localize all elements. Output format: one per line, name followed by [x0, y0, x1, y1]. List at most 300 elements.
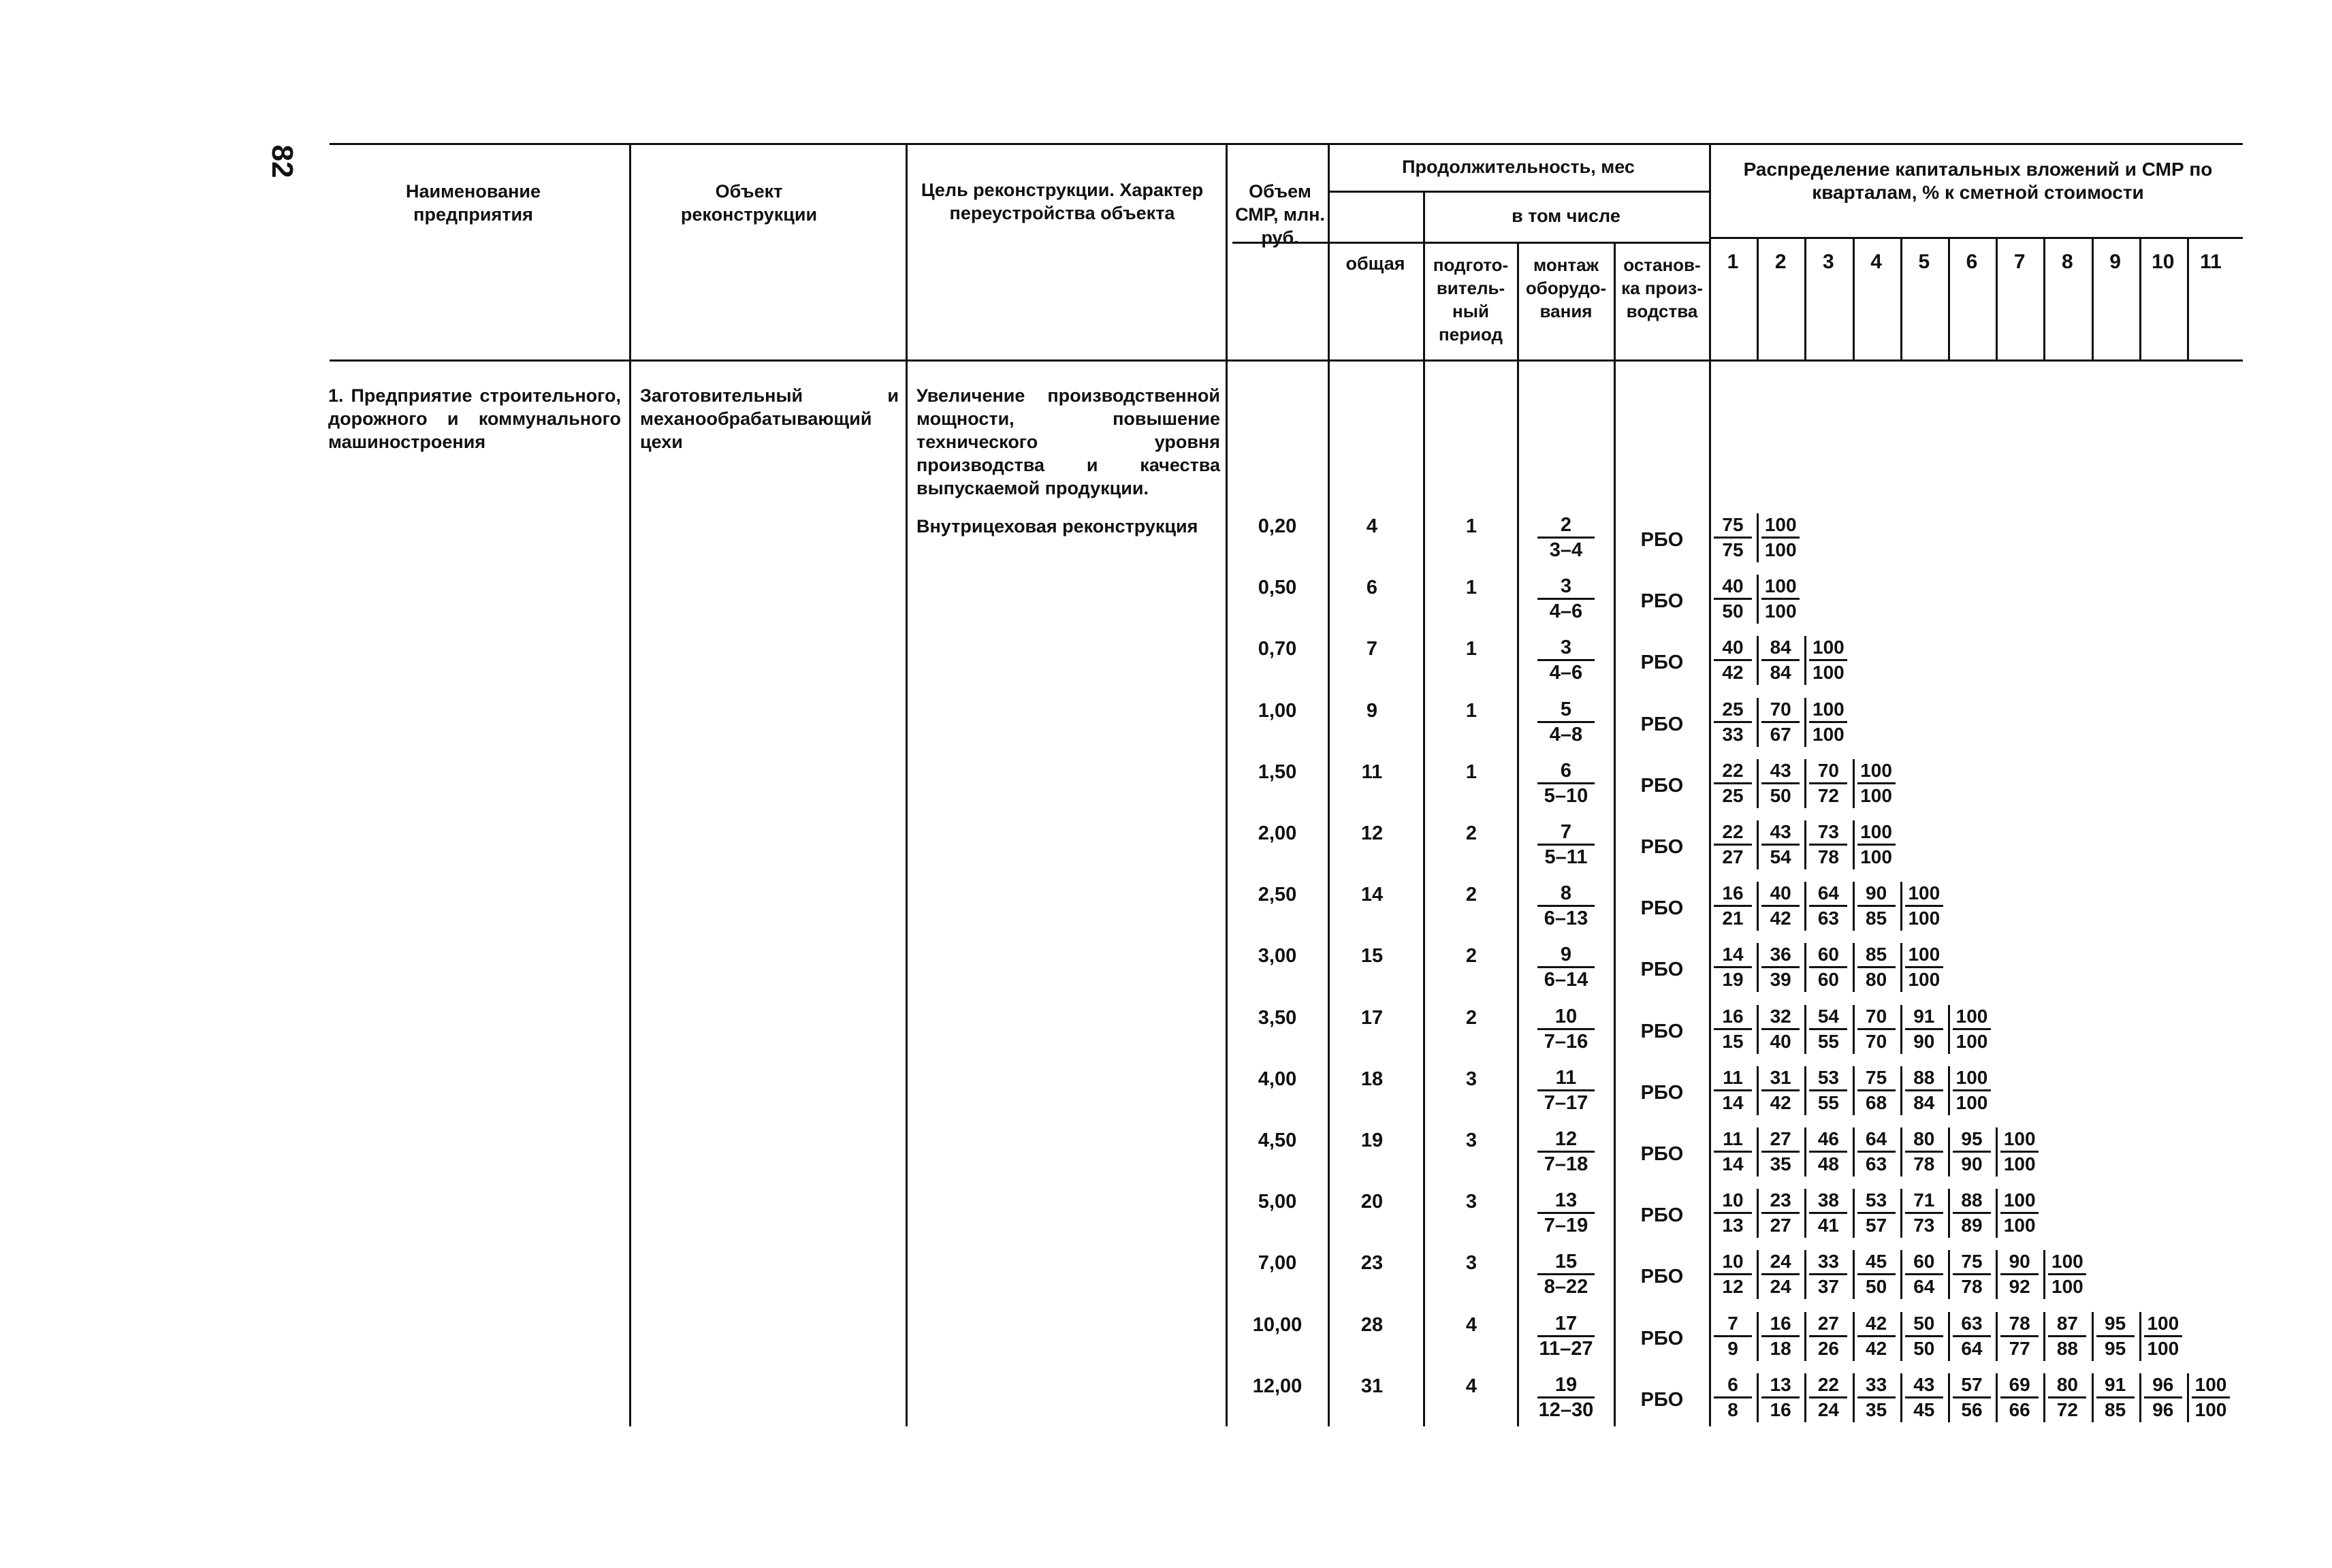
quarter-cell-rule [1900, 882, 1902, 931]
installation-fraction [1522, 943, 1610, 991]
installation-range: 7–17 [1544, 1091, 1588, 1114]
column-rule [1709, 143, 1711, 1426]
quarter-cell-rule [1757, 1005, 1759, 1054]
quarter-10-value [2140, 1312, 2186, 1360]
capital-investment-percent: 10 [1714, 1189, 1752, 1214]
column-rule [1226, 143, 1228, 1426]
capital-investment-percent: 57 [1953, 1373, 1991, 1398]
construction-work-percent: 50 [1722, 601, 1744, 622]
quarter-4-value [1853, 1127, 1900, 1176]
quarter-3-value [1805, 1312, 1851, 1360]
quarter-header-6: 6 [1966, 251, 1978, 273]
production-stop-cell: РБО [1640, 1081, 1684, 1104]
total-duration-cell: 23 [1360, 1252, 1384, 1275]
construction-work-percent: 84 [1770, 662, 1791, 684]
capital-investment-percent: 13 [1761, 1373, 1800, 1398]
volume-cell: 1,00 [1258, 699, 1297, 722]
quarter-5-value [1901, 1005, 1947, 1053]
construction-work-percent: 85 [2105, 1398, 2126, 1420]
installation-months: 11 [1537, 1066, 1595, 1091]
quarter-1-value [1710, 1005, 1756, 1053]
quarter-cell-rule [1804, 636, 1806, 685]
capital-investment-percent: 22 [1714, 820, 1752, 846]
quarter-5-value [1901, 882, 1947, 930]
quarter-cell-rule [1948, 1373, 1950, 1422]
capital-investment-percent: 63 [1953, 1312, 1991, 1337]
construction-work-percent: 55 [1817, 1091, 1839, 1113]
construction-work-percent: 70 [1866, 1030, 1887, 1052]
quarter-1-value [1710, 698, 1756, 746]
capital-investment-percent: 71 [1905, 1189, 1943, 1214]
construction-work-percent: 14 [1722, 1153, 1744, 1174]
quarter-1-value [1710, 1250, 1756, 1298]
quarter-4-value [1853, 1373, 1900, 1422]
header-including: в том числе [1512, 206, 1620, 226]
volume-cell: 0,50 [1258, 577, 1297, 599]
capital-investment-percent: 95 [2096, 1312, 2135, 1337]
quarter-6-value [1949, 1373, 1995, 1422]
volume-cell: 0,20 [1258, 515, 1297, 537]
capital-investment-percent: 80 [1905, 1127, 1943, 1153]
capital-investment-percent: 87 [2048, 1312, 2086, 1337]
quarter-cell-rule [1804, 1189, 1806, 1238]
header-volume: Объем СМР, млн. руб. [1235, 181, 1325, 248]
installation-fraction [1522, 698, 1610, 746]
capital-investment-percent: 88 [1953, 1189, 1991, 1214]
installation-fraction [1522, 1189, 1610, 1237]
quarter-3-value [1805, 1189, 1851, 1237]
quarter-5-value [1901, 943, 1947, 991]
capital-investment-percent: 22 [1714, 759, 1752, 784]
total-duration-cell: 14 [1360, 884, 1384, 906]
quarter-1-value [1710, 943, 1756, 991]
quarter-8-value [2044, 1373, 2090, 1422]
header-object: Объект реконструкции [680, 181, 818, 225]
total-duration-cell: 28 [1360, 1313, 1384, 1336]
quarter-2-value [1757, 943, 1804, 991]
capital-investment-percent: 16 [1761, 1312, 1800, 1337]
capital-investment-percent: 100 [2000, 1127, 2039, 1153]
construction-work-percent: 55 [1817, 1030, 1839, 1052]
column-rule [1423, 191, 1425, 1426]
capital-investment-percent: 40 [1714, 575, 1752, 600]
quarter-cell-rule [1757, 513, 1759, 562]
quarter-cell-rule [1757, 1066, 1759, 1115]
prep-period-cell: 4 [1465, 1375, 1478, 1397]
construction-work-percent: 64 [1913, 1276, 1935, 1298]
installation-fraction [1522, 1005, 1610, 1053]
quarter-1-value [1710, 636, 1756, 684]
header-duration: Продолжительность, мес [1402, 157, 1635, 177]
quarter-cell-rule [1948, 1189, 1950, 1238]
construction-work-percent: 63 [1866, 1153, 1887, 1174]
construction-work-percent: 100 [2051, 1276, 2083, 1298]
quarter-cell-rule [1757, 1189, 1759, 1238]
prep-period-cell: 4 [1465, 1313, 1478, 1336]
quarter-3-value [1805, 636, 1851, 684]
capital-investment-percent: 75 [1857, 1066, 1896, 1091]
capital-investment-percent: 50 [1905, 1312, 1943, 1337]
header-purpose: Цель реконструкции. Характер переустройства объекта [921, 180, 1204, 223]
quarter-1-value [1710, 513, 1756, 562]
prep-period-cell: 1 [1465, 577, 1478, 599]
construction-work-percent: 50 [1866, 1276, 1887, 1298]
quarter-2-value [1757, 1312, 1804, 1360]
capital-investment-percent: 53 [1809, 1066, 1847, 1091]
volume-cell: 4,00 [1258, 1068, 1297, 1090]
capital-investment-percent: 25 [1714, 698, 1752, 723]
quarter-4-value [1853, 943, 1900, 991]
installation-range: 5–10 [1544, 784, 1588, 807]
construction-work-percent: 57 [1866, 1215, 1887, 1236]
quarter-4-value [1853, 1312, 1900, 1360]
column-rule [906, 143, 908, 1426]
quarter-6-value [1949, 1066, 1995, 1115]
quarter-cell-rule [1853, 820, 1855, 869]
construction-work-percent: 54 [1770, 846, 1791, 867]
quarter-3-value [1805, 820, 1851, 869]
volume-cell: 2,50 [1258, 884, 1297, 906]
quarter-cell-rule [1996, 1189, 1998, 1238]
quarter-cell-rule [1948, 1312, 1950, 1361]
construction-work-percent: 100 [2003, 1215, 2036, 1236]
total-duration-cell: 17 [1360, 1006, 1384, 1029]
quarter-1-value [1710, 1312, 1756, 1360]
quarter-6-value [1949, 1312, 1995, 1360]
capital-investment-percent: 100 [2144, 1312, 2182, 1337]
quarter-3-value [1805, 1373, 1851, 1422]
prep-period-cell: 3 [1465, 1191, 1478, 1213]
capital-investment-percent: 43 [1905, 1373, 1943, 1398]
capital-investment-percent: 95 [1953, 1127, 1991, 1153]
construction-work-percent: 25 [1722, 784, 1744, 806]
installation-months: 9 [1537, 943, 1595, 968]
construction-work-percent: 84 [1913, 1091, 1935, 1113]
quarter-cell-rule [1757, 1127, 1759, 1177]
quarter-4-value [1853, 882, 1900, 930]
capital-investment-percent: 70 [1761, 698, 1800, 723]
production-stop-cell: РБО [1640, 652, 1684, 674]
construction-work-percent: 45 [1913, 1398, 1935, 1420]
quarter-cell-rule [1948, 1066, 1950, 1115]
quarter-cell-rule [1757, 759, 1759, 808]
construction-work-percent: 72 [2056, 1398, 2078, 1420]
installation-months: 7 [1537, 820, 1595, 846]
total-duration-cell: 15 [1360, 945, 1384, 967]
construction-work-percent: 100 [1812, 723, 1844, 745]
quarter-5-value [1901, 1189, 1947, 1237]
volume-cell: 12,00 [1252, 1375, 1303, 1397]
installation-range: 12–30 [1538, 1398, 1594, 1421]
construction-work-percent: 100 [1764, 539, 1797, 560]
quarter-cell-rule [1948, 1005, 1950, 1054]
installation-months: 10 [1537, 1005, 1595, 1030]
reconstruction-character: Внутрицеховая реконструкция [916, 516, 1198, 537]
quarter-cell-rule [2043, 1373, 2045, 1422]
quarter-cell-rule [1900, 1373, 1902, 1422]
quarter-cell-rule [1757, 636, 1759, 685]
quarter-cell-rule [1804, 1066, 1806, 1115]
quarter-cell-rule [1900, 1127, 1902, 1177]
prep-period-cell: 1 [1465, 699, 1478, 722]
quarter-3-value [1805, 943, 1851, 991]
prep-period-cell: 3 [1465, 1068, 1478, 1090]
construction-work-percent: 24 [1770, 1276, 1791, 1298]
total-duration-cell: 20 [1360, 1191, 1384, 1213]
construction-work-percent: 78 [1913, 1153, 1935, 1174]
construction-work-percent: 75 [1722, 539, 1744, 560]
installation-range: 4–6 [1549, 662, 1583, 684]
installation-fraction [1522, 1312, 1610, 1360]
construction-work-percent: 33 [1722, 723, 1744, 745]
quarter-header-4: 4 [1870, 251, 1882, 273]
quarter-2-value [1757, 820, 1804, 869]
production-stop-cell: РБО [1640, 1143, 1684, 1165]
installation-months: 13 [1537, 1189, 1595, 1214]
construction-work-percent: 90 [1961, 1153, 1983, 1174]
total-duration-cell: 18 [1360, 1068, 1384, 1090]
quarter-2-value [1757, 698, 1804, 746]
construction-work-percent: 41 [1817, 1215, 1839, 1236]
construction-work-percent: 92 [2009, 1276, 2030, 1298]
quarter-1-value [1710, 1189, 1756, 1237]
capital-investment-percent: 100 [2192, 1373, 2230, 1398]
construction-work-percent: 42 [1770, 908, 1791, 929]
quarter-4-value [1853, 759, 1900, 807]
construction-work-percent: 16 [1770, 1398, 1791, 1420]
quarter-1-value [1710, 575, 1756, 623]
quarter-cell-rule [1804, 882, 1806, 931]
quarter-5-value [1901, 1066, 1947, 1115]
construction-work-percent: 35 [1770, 1153, 1791, 1174]
column-rule [1517, 242, 1519, 1426]
construction-work-percent: 90 [1913, 1030, 1935, 1052]
quarter-cell-rule [2092, 1373, 2094, 1422]
installation-range: 11–27 [1539, 1337, 1593, 1360]
total-duration-cell: 4 [1366, 515, 1378, 537]
total-duration-cell: 11 [1361, 761, 1383, 783]
capital-investment-percent: 78 [2000, 1312, 2039, 1337]
capital-investment-percent: 91 [2096, 1373, 2135, 1398]
installation-months: 17 [1537, 1312, 1595, 1337]
quarter-cell-rule [1757, 575, 1759, 624]
quarter-cell-rule [1996, 1250, 1998, 1299]
installation-fraction [1522, 575, 1610, 623]
quarter-2-value [1757, 759, 1804, 807]
production-stop-cell: РБО [1640, 1020, 1684, 1042]
quarter-cell-rule [1757, 1312, 1759, 1361]
quarter-header-8: 8 [2062, 251, 2073, 273]
quarter-cell-rule [1900, 1250, 1902, 1299]
quarter-cell-rule [1757, 1250, 1759, 1299]
construction-work-percent: 85 [1866, 908, 1887, 929]
construction-work-percent: 15 [1722, 1030, 1744, 1052]
installation-months: 8 [1537, 882, 1595, 907]
quarter-cell-rule [1757, 820, 1759, 869]
quarter-cell-rule [2092, 1312, 2094, 1361]
quarter-cell-rule [1853, 943, 1855, 992]
construction-work-percent: 27 [1722, 846, 1744, 867]
quarter-1-value [1710, 820, 1756, 869]
capital-investment-percent: 22 [1809, 1373, 1847, 1398]
construction-work-percent: 100 [1812, 662, 1844, 684]
quarter-cell-rule [2139, 1373, 2141, 1422]
quarter-cell-rule [1853, 1127, 1855, 1177]
capital-investment-percent: 60 [1905, 1250, 1943, 1275]
installation-fraction [1522, 1373, 1610, 1422]
quarter-cell-rule [1900, 1189, 1902, 1238]
quarter-7-value [1996, 1373, 2043, 1422]
capital-investment-percent: 70 [1857, 1005, 1896, 1030]
capital-investment-percent: 27 [1761, 1127, 1800, 1153]
production-stop-cell: РБО [1640, 959, 1684, 981]
capital-investment-percent: 100 [2000, 1189, 2039, 1214]
installation-months: 2 [1537, 513, 1595, 539]
installation-range: 7–16 [1544, 1030, 1588, 1053]
quarter-5-value [1901, 1373, 1947, 1422]
volume-cell: 7,00 [1258, 1252, 1297, 1275]
capital-investment-percent: 42 [1857, 1312, 1896, 1337]
quarter-cell-rule [1996, 1127, 1998, 1177]
quarter-header-9: 9 [2109, 251, 2121, 273]
quarter-2-value [1757, 1373, 1804, 1422]
construction-work-percent: 60 [1817, 969, 1839, 991]
capital-investment-percent: 64 [1857, 1127, 1896, 1153]
prep-period-cell: 1 [1465, 515, 1478, 537]
quarter-7-value [1996, 1312, 2043, 1360]
quarter-cell-rule [1853, 1312, 1855, 1361]
quarter-cell-rule [1804, 943, 1806, 992]
construction-work-percent: 89 [1961, 1215, 1983, 1236]
quarter-8-value [2044, 1312, 2090, 1360]
construction-work-percent: 95 [2105, 1337, 2126, 1359]
quarter-header-11: 11 [2200, 251, 2222, 273]
quarter-cell-rule [1804, 1373, 1806, 1422]
quarter-header-1: 1 [1727, 251, 1739, 273]
construction-work-percent: 63 [1817, 908, 1839, 929]
quarter-5-value [1901, 1312, 1947, 1360]
prep-period-cell: 2 [1465, 822, 1478, 844]
construction-work-percent: 40 [1770, 1030, 1791, 1052]
installation-fraction [1522, 636, 1610, 684]
construction-work-percent: 88 [2056, 1337, 2078, 1359]
construction-work-percent: 50 [1913, 1337, 1935, 1359]
installation-fraction [1522, 513, 1610, 562]
construction-work-percent: 100 [1860, 784, 1892, 806]
prep-period-cell: 2 [1465, 945, 1478, 967]
volume-cell: 5,00 [1258, 1191, 1297, 1213]
installation-months: 3 [1537, 575, 1595, 600]
production-stop-cell: РБО [1640, 713, 1684, 735]
quarter-4-value [1853, 1250, 1900, 1298]
quarter-2-value [1757, 1189, 1804, 1237]
quarter-3-value [1805, 1250, 1851, 1298]
construction-work-percent: 37 [1817, 1276, 1839, 1298]
prep-period-cell: 3 [1465, 1252, 1478, 1275]
total-duration-cell: 7 [1366, 638, 1378, 660]
installation-range: 4–8 [1549, 723, 1583, 746]
quarter-cell-rule [1804, 1005, 1806, 1054]
capital-investment-percent: 85 [1857, 943, 1896, 968]
installation-fraction [1522, 1066, 1610, 1115]
quarter-3-value [1805, 759, 1851, 807]
header-installation: монтаж оборудо-вания [1525, 255, 1607, 321]
construction-work-percent: 8 [1727, 1398, 1738, 1420]
total-duration-cell: 12 [1360, 822, 1384, 844]
capital-investment-percent: 24 [1761, 1250, 1800, 1275]
construction-work-percent: 100 [1908, 969, 1940, 991]
volume-cell: 2,00 [1258, 822, 1297, 844]
quarter-9-value [2092, 1373, 2139, 1422]
quarter-10-value [2140, 1373, 2186, 1422]
capital-investment-percent: 90 [1857, 882, 1896, 907]
capital-investment-percent: 84 [1761, 636, 1800, 661]
production-stop-cell: РБО [1640, 1204, 1684, 1227]
quarter-cell-rule [1804, 759, 1806, 808]
installation-range: 3–4 [1549, 539, 1583, 561]
production-stop-cell: РБО [1640, 774, 1684, 797]
capital-investment-percent: 100 [1809, 698, 1847, 723]
quarter-cell-rule [1804, 1127, 1806, 1177]
quarter-3-value [1805, 1127, 1851, 1176]
construction-work-percent: 35 [1866, 1398, 1887, 1420]
quarter-cell-rule [1757, 882, 1759, 931]
quarter-cell-rule [1853, 1189, 1855, 1238]
capital-investment-percent: 14 [1714, 943, 1752, 968]
construction-work-percent: 42 [1866, 1337, 1887, 1359]
construction-work-percent: 68 [1866, 1091, 1887, 1113]
quarter-cell-rule [1996, 1373, 1998, 1422]
volume-cell: 10,00 [1252, 1313, 1303, 1336]
quarter-2-value [1757, 1250, 1804, 1298]
construction-work-percent: 18 [1770, 1337, 1791, 1359]
construction-work-percent: 9 [1727, 1337, 1738, 1359]
quarter-2-value [1757, 575, 1804, 623]
installation-fraction [1522, 820, 1610, 869]
capital-investment-percent: 70 [1809, 759, 1847, 784]
capital-investment-percent: 53 [1857, 1189, 1896, 1214]
capital-investment-percent: 100 [1953, 1066, 1991, 1091]
header-production-stop: останов-ка произ-водства [1621, 255, 1703, 321]
volume-cell: 3,50 [1258, 1006, 1297, 1029]
volume-cell: 4,50 [1258, 1130, 1297, 1151]
quarter-1-value [1710, 882, 1756, 930]
capital-investment-percent: 40 [1714, 636, 1752, 661]
enterprise-name: 1. Предприятие строительного, дорожного и коммунального машиностроения [328, 385, 621, 452]
production-stop-cell: РБО [1640, 590, 1684, 613]
capital-investment-percent: 11 [1714, 1066, 1752, 1091]
quarter-6-value [1949, 1005, 1995, 1053]
quarter-cell-rule [1996, 1312, 1998, 1361]
prep-period-cell: 1 [1465, 638, 1478, 660]
quarter-cell-rule [2139, 1312, 2141, 1361]
quarter-cell-rule [1948, 1250, 1950, 1299]
header-distribution: Распределение капитальных вложений и СМР по кварталам, % к сметной стоимости [1743, 159, 2213, 203]
quarter-header-10: 10 [2152, 251, 2175, 273]
prep-period-cell: 2 [1465, 884, 1478, 906]
quarter-cell-rule [1900, 1066, 1902, 1115]
capital-investment-percent: 100 [1905, 943, 1943, 968]
quarter-cell-rule [2187, 1373, 2189, 1422]
production-stop-cell: РБО [1640, 1327, 1684, 1349]
capital-investment-percent: 6 [1714, 1373, 1752, 1398]
capital-investment-percent: 64 [1809, 882, 1847, 907]
quarter-7-value [1996, 1250, 2043, 1298]
reconstruction-purpose: Увеличение производственной мощности, повышение технического уровня производства и качества выпускаемой продукции. [916, 385, 1220, 498]
installation-fraction [1522, 1250, 1610, 1298]
capital-investment-percent: 100 [1905, 882, 1943, 907]
installation-range: 5–11 [1544, 846, 1588, 868]
